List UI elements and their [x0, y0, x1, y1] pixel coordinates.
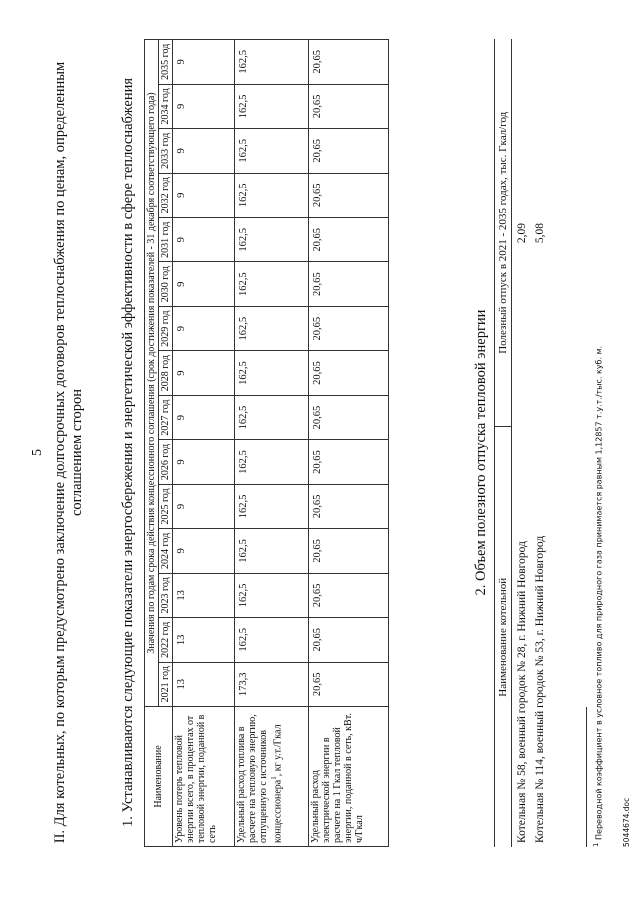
- indicator-value: 20,65: [309, 395, 389, 439]
- indicator-value: 9: [173, 40, 235, 85]
- indicator-value: 162,5: [235, 262, 309, 306]
- indicator-value: 162,5: [235, 218, 309, 262]
- indicator-value: 9: [173, 484, 235, 528]
- indicator-value: 162,5: [235, 173, 309, 217]
- year-header: 2028 год: [159, 351, 173, 395]
- indicator-value: 162,5: [235, 84, 309, 128]
- indicator-value: 20,65: [309, 173, 389, 217]
- year-header: 2026 год: [159, 440, 173, 484]
- indicator-value: 9: [173, 84, 235, 128]
- indicator-value: 9: [173, 218, 235, 262]
- indicator-value: 9: [173, 262, 235, 306]
- indicator-value: 20,65: [309, 40, 389, 85]
- table-row: [309, 40, 389, 847]
- output-col2-header: Полезный отпуск в 2021 - 2035 годах, тыс. Гкал/год: [495, 39, 512, 427]
- indicator-value: 162,5: [235, 40, 309, 85]
- indicator-value: 162,5: [235, 484, 309, 528]
- indicator-value: 162,5: [235, 440, 309, 484]
- indicator-name-text: Уровень потерь тепловой энергии всего, в процентах от тепловой энергии, поданной в сеть: [174, 714, 218, 843]
- year-header: 2032 год: [159, 173, 173, 217]
- year-header: 2035 год: [159, 40, 173, 85]
- indicator-value: 13: [173, 573, 235, 617]
- indicator-value: 20,65: [309, 218, 389, 262]
- indicator-value: 20,65: [309, 618, 389, 662]
- indicator-value: 9: [173, 529, 235, 573]
- indicator-value: 162,5: [235, 395, 309, 439]
- boiler-name: Котельная № 58, военный городок № 28, г. Нижний Новгород: [516, 541, 528, 843]
- indicator-value: 13: [173, 662, 235, 706]
- output-col1-header: Наименование котельной: [495, 427, 512, 847]
- table-row: [235, 40, 309, 847]
- section-title: II. Для котельных, по которым предусмотрено заключение долгосрочных договоров теплоснабжения по ценам, определенным соглашением сторон: [52, 61, 85, 844]
- indicators-body: [173, 40, 389, 847]
- year-header: 2029 год: [159, 306, 173, 350]
- output-value: 2,09: [516, 222, 528, 244]
- indicators-table: [144, 39, 389, 847]
- indicator-value: 162,5: [235, 306, 309, 350]
- indicator-value: 9: [173, 173, 235, 217]
- footnote-divider: [586, 707, 587, 847]
- indicator-value: 20,65: [309, 573, 389, 617]
- footnote: [592, 346, 604, 847]
- indicator-value: 162,5: [235, 351, 309, 395]
- doc-id: 5044674.doc: [622, 797, 631, 847]
- indicator-value: 20,65: [309, 262, 389, 306]
- indicator-value: 20,65: [309, 440, 389, 484]
- indicator-value: 173,3: [235, 662, 309, 706]
- indicator-value: 9: [173, 129, 235, 173]
- indicator-value: 162,5: [235, 618, 309, 662]
- year-header: 2024 год: [159, 529, 173, 573]
- indicator-value: 9: [173, 395, 235, 439]
- indicator-value: 9: [173, 440, 235, 484]
- page-number: 5: [30, 449, 45, 456]
- output-table: [494, 39, 548, 847]
- table-row: [530, 39, 548, 847]
- indicator-value: 20,65: [309, 484, 389, 528]
- year-header: 2031 год: [159, 218, 173, 262]
- indicator-value: 13: [173, 618, 235, 662]
- indicator-name: [235, 707, 309, 847]
- year-header: 2025 год: [159, 484, 173, 528]
- indicator-unit: , кг у.т./Гкал: [272, 724, 284, 777]
- indicator-value: 20,65: [309, 351, 389, 395]
- item2-title: 2. Объем полезного отпуска тепловой энергии: [473, 309, 489, 596]
- indicator-value: 162,5: [235, 573, 309, 617]
- year-header: 2034 год: [159, 84, 173, 128]
- year-header: 2021 год: [159, 662, 173, 706]
- indicator-value: 162,5: [235, 129, 309, 173]
- year-header: 2033 год: [159, 129, 173, 173]
- output-value: 5,08: [534, 222, 546, 244]
- values-header: Значения по годам срока действия концессионного соглашения (срок достижения показателей - 31 декабря соответствующего года): [145, 40, 159, 707]
- boiler-name: Котельная № 114, военный городок № 53, г. Нижний Новгород: [534, 535, 546, 843]
- indicator-name-text: Удельный расход электрической энергии в расчете на 1 Гкал тепловой энергии, поданной в сеть, кВт. ч/Гкал: [310, 713, 365, 843]
- indicator-value: 20,65: [309, 84, 389, 128]
- col-name-header: Наименование: [145, 707, 173, 847]
- indicator-value: 20,65: [309, 129, 389, 173]
- year-header: 2022 год: [159, 618, 173, 662]
- year-header: 2023 год: [159, 573, 173, 617]
- indicator-value: 20,65: [309, 529, 389, 573]
- footnote-ref: 1: [270, 776, 278, 780]
- table-row: [512, 39, 531, 847]
- item1-title: 1. Устанавливаются следующие показатели энергосбережения и энергетической эффективности в сфере теплоснабжения: [120, 77, 136, 828]
- table-row: [173, 40, 235, 847]
- output-body: [512, 39, 549, 847]
- indicator-value: 9: [173, 351, 235, 395]
- year-header: 2027 год: [159, 395, 173, 439]
- indicator-value: 20,65: [309, 662, 389, 706]
- footnote-mark: 1: [592, 842, 600, 847]
- indicator-name: [309, 707, 389, 847]
- indicator-value: 162,5: [235, 529, 309, 573]
- indicator-name-text: Удельный расход топлива в расчете на тепловую энергию, отпущенную с источников концессионера: [236, 714, 284, 843]
- indicator-value: 20,65: [309, 306, 389, 350]
- indicator-name: [173, 707, 235, 847]
- year-header: 2030 год: [159, 262, 173, 306]
- footnote-text: Переводной коэффициент в условное топливо для природного газа принимается равным 1,12857 т.у.т./тыс. куб. м.: [594, 345, 604, 840]
- indicator-value: 9: [173, 306, 235, 350]
